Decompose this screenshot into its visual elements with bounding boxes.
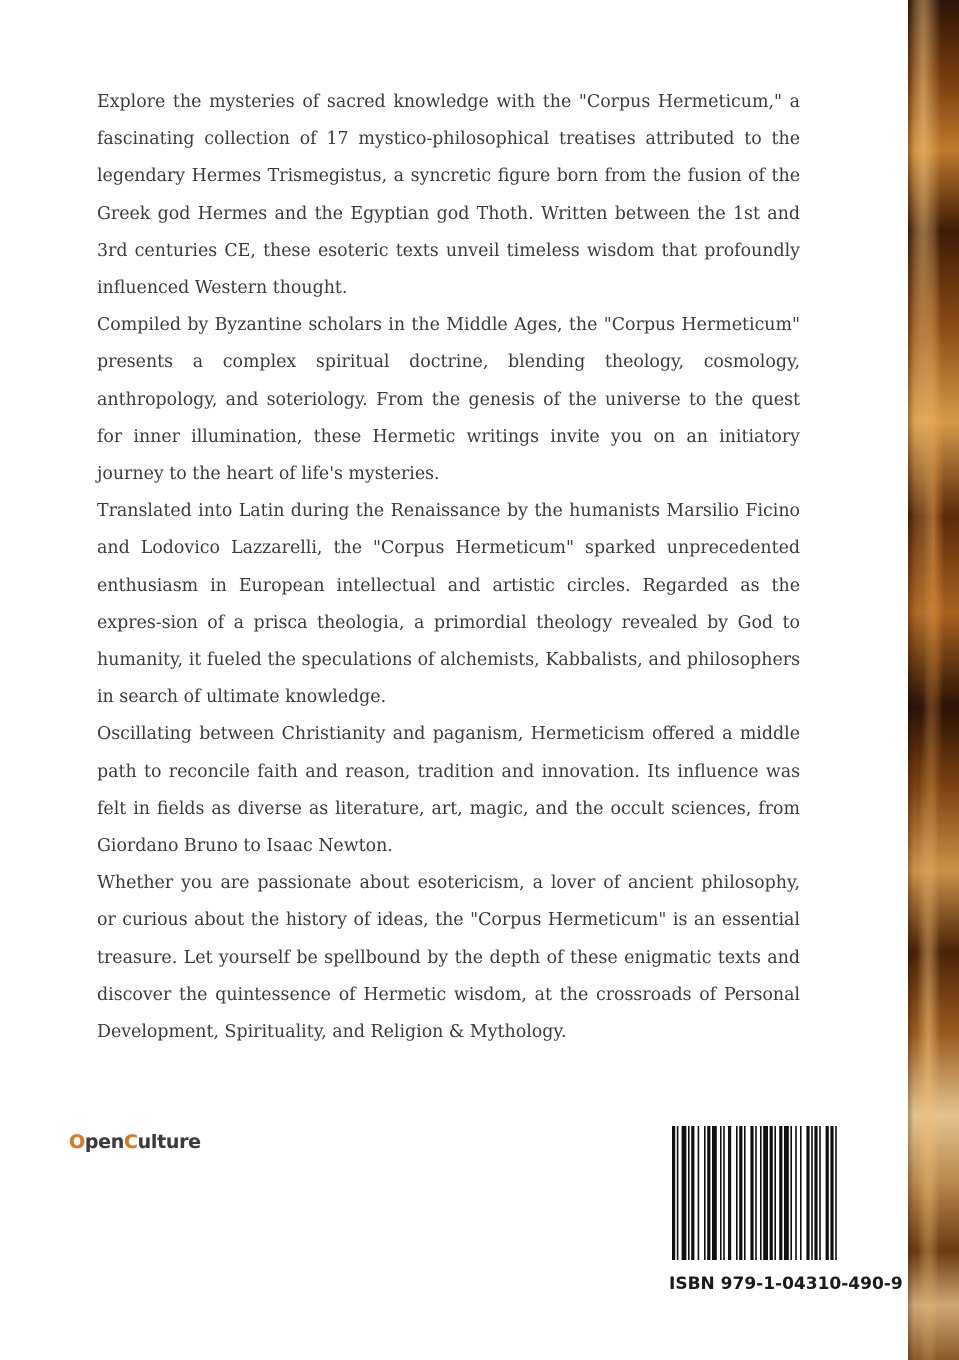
- barcode-bar: [755, 1126, 757, 1260]
- description-paragraph-4: Oscillating between Christianity and paganism, Hermeticism offered a middle path to reconcile faith and reason, tradition and innovation. Its influence was felt in fields as diverse as literature, art, magic, and the occult sciences, from Giordano Bruno to Isaac Newton.: [97, 724, 800, 857]
- barcode-bar: [760, 1126, 762, 1260]
- description-paragraph-2: Compiled by Byzantine scholars in the Middle Ages, the "Corpus Hermeticum" presents a complex spiritual doctrine, blending theology, cosmology, anthropology, and soteriology. From the genesis of the universe to the quest for inner illumination, these Hermetic writings invite you on an initiatory journey to the heart of life's mysteries.: [97, 315, 800, 485]
- description-paragraph-3: Translated into Latin during the Renaissance by the humanists Marsilio Ficino and Lodovico Lazzarelli, the "Corpus Hermeticum" sparked unprecedented enthusiasm in European intellectual and artistic circles. Regarded as the expres-sion of a prisca theologia, a primordial theology revealed by God to humanity, it fueled the speculations of alchemists, Kabbalists, and philosophers in search of ultimate knowledge.: [97, 501, 800, 708]
- publisher-logo-c: C: [123, 1131, 138, 1153]
- publisher-logo-pen: pen: [84, 1131, 124, 1153]
- barcode-bar: [677, 1126, 679, 1260]
- barcode-bar: [728, 1126, 731, 1260]
- barcode-bar: [811, 1126, 813, 1260]
- barcode-bar: [826, 1126, 829, 1260]
- barcode-bar: [784, 1126, 789, 1260]
- barcode-bar: [707, 1126, 710, 1260]
- description-paragraph-5: Whether you are passionate about esotericism, a lover of ancient philosophy, or curious about the history of ideas, the "Corpus Hermeticum" is an essential treasure. Let yourself be spellbound by the depth of these enigmatic texts and discover the quintessence of Hermetic wisdom, at the crossroads of Personal Development, Spirituality, and Religion & Mythology.: [97, 873, 800, 1043]
- barcode-bar: [712, 1126, 717, 1260]
- barcode-bar: [723, 1126, 725, 1260]
- barcode-bar: [750, 1126, 753, 1260]
- barcode-bar: [795, 1126, 797, 1260]
- barcode-bar: [830, 1126, 833, 1260]
- barcode-bar: [739, 1126, 742, 1260]
- barcode-bar: [790, 1126, 792, 1260]
- isbn-number: ISBN 979-1-04310-490-9: [669, 1274, 903, 1294]
- book-description: [97, 84, 800, 1051]
- barcode-bar: [800, 1126, 802, 1260]
- barcode-bar: [720, 1126, 722, 1260]
- barcode-bar: [819, 1126, 821, 1260]
- barcode-bar: [672, 1126, 675, 1260]
- barcode-bar: [698, 1126, 700, 1260]
- barcode-bar: [691, 1126, 694, 1260]
- description-paragraph-1: Explore the mysteries of sacred knowledge with the "Corpus Hermeticum," a fascinating collection of 17 mystico-philosophical treatises attributed to the legendary Hermes Trismegistus, a syncretic figure born from the fusion of the Greek god Hermes and the Egyptian god Thoth. Written between the 1st and 3rd centuries CE, these esoteric texts unveil timeless wisdom that profoundly influenced Western thought.: [97, 92, 800, 299]
- cover-art-edge: [908, 0, 959, 1360]
- barcode-bar: [770, 1126, 773, 1260]
- barcode-bar: [779, 1126, 782, 1260]
- publisher-logo-ulture: ulture: [137, 1131, 201, 1153]
- barcode-bar: [688, 1126, 690, 1260]
- barcode-bar: [774, 1126, 776, 1260]
- barcode-bar: [814, 1126, 817, 1260]
- barcode-bar: [682, 1126, 687, 1260]
- barcode-bar: [835, 1126, 837, 1260]
- barcode-bar: [704, 1126, 706, 1260]
- barcode-bar: [763, 1126, 768, 1260]
- barcode-bar: [744, 1126, 746, 1260]
- barcode-bar: [806, 1126, 809, 1260]
- publisher-logo: [69, 1131, 201, 1153]
- barcode-bar: [736, 1126, 738, 1260]
- isbn-barcode: [672, 1126, 888, 1260]
- publisher-logo-o: O: [69, 1131, 85, 1153]
